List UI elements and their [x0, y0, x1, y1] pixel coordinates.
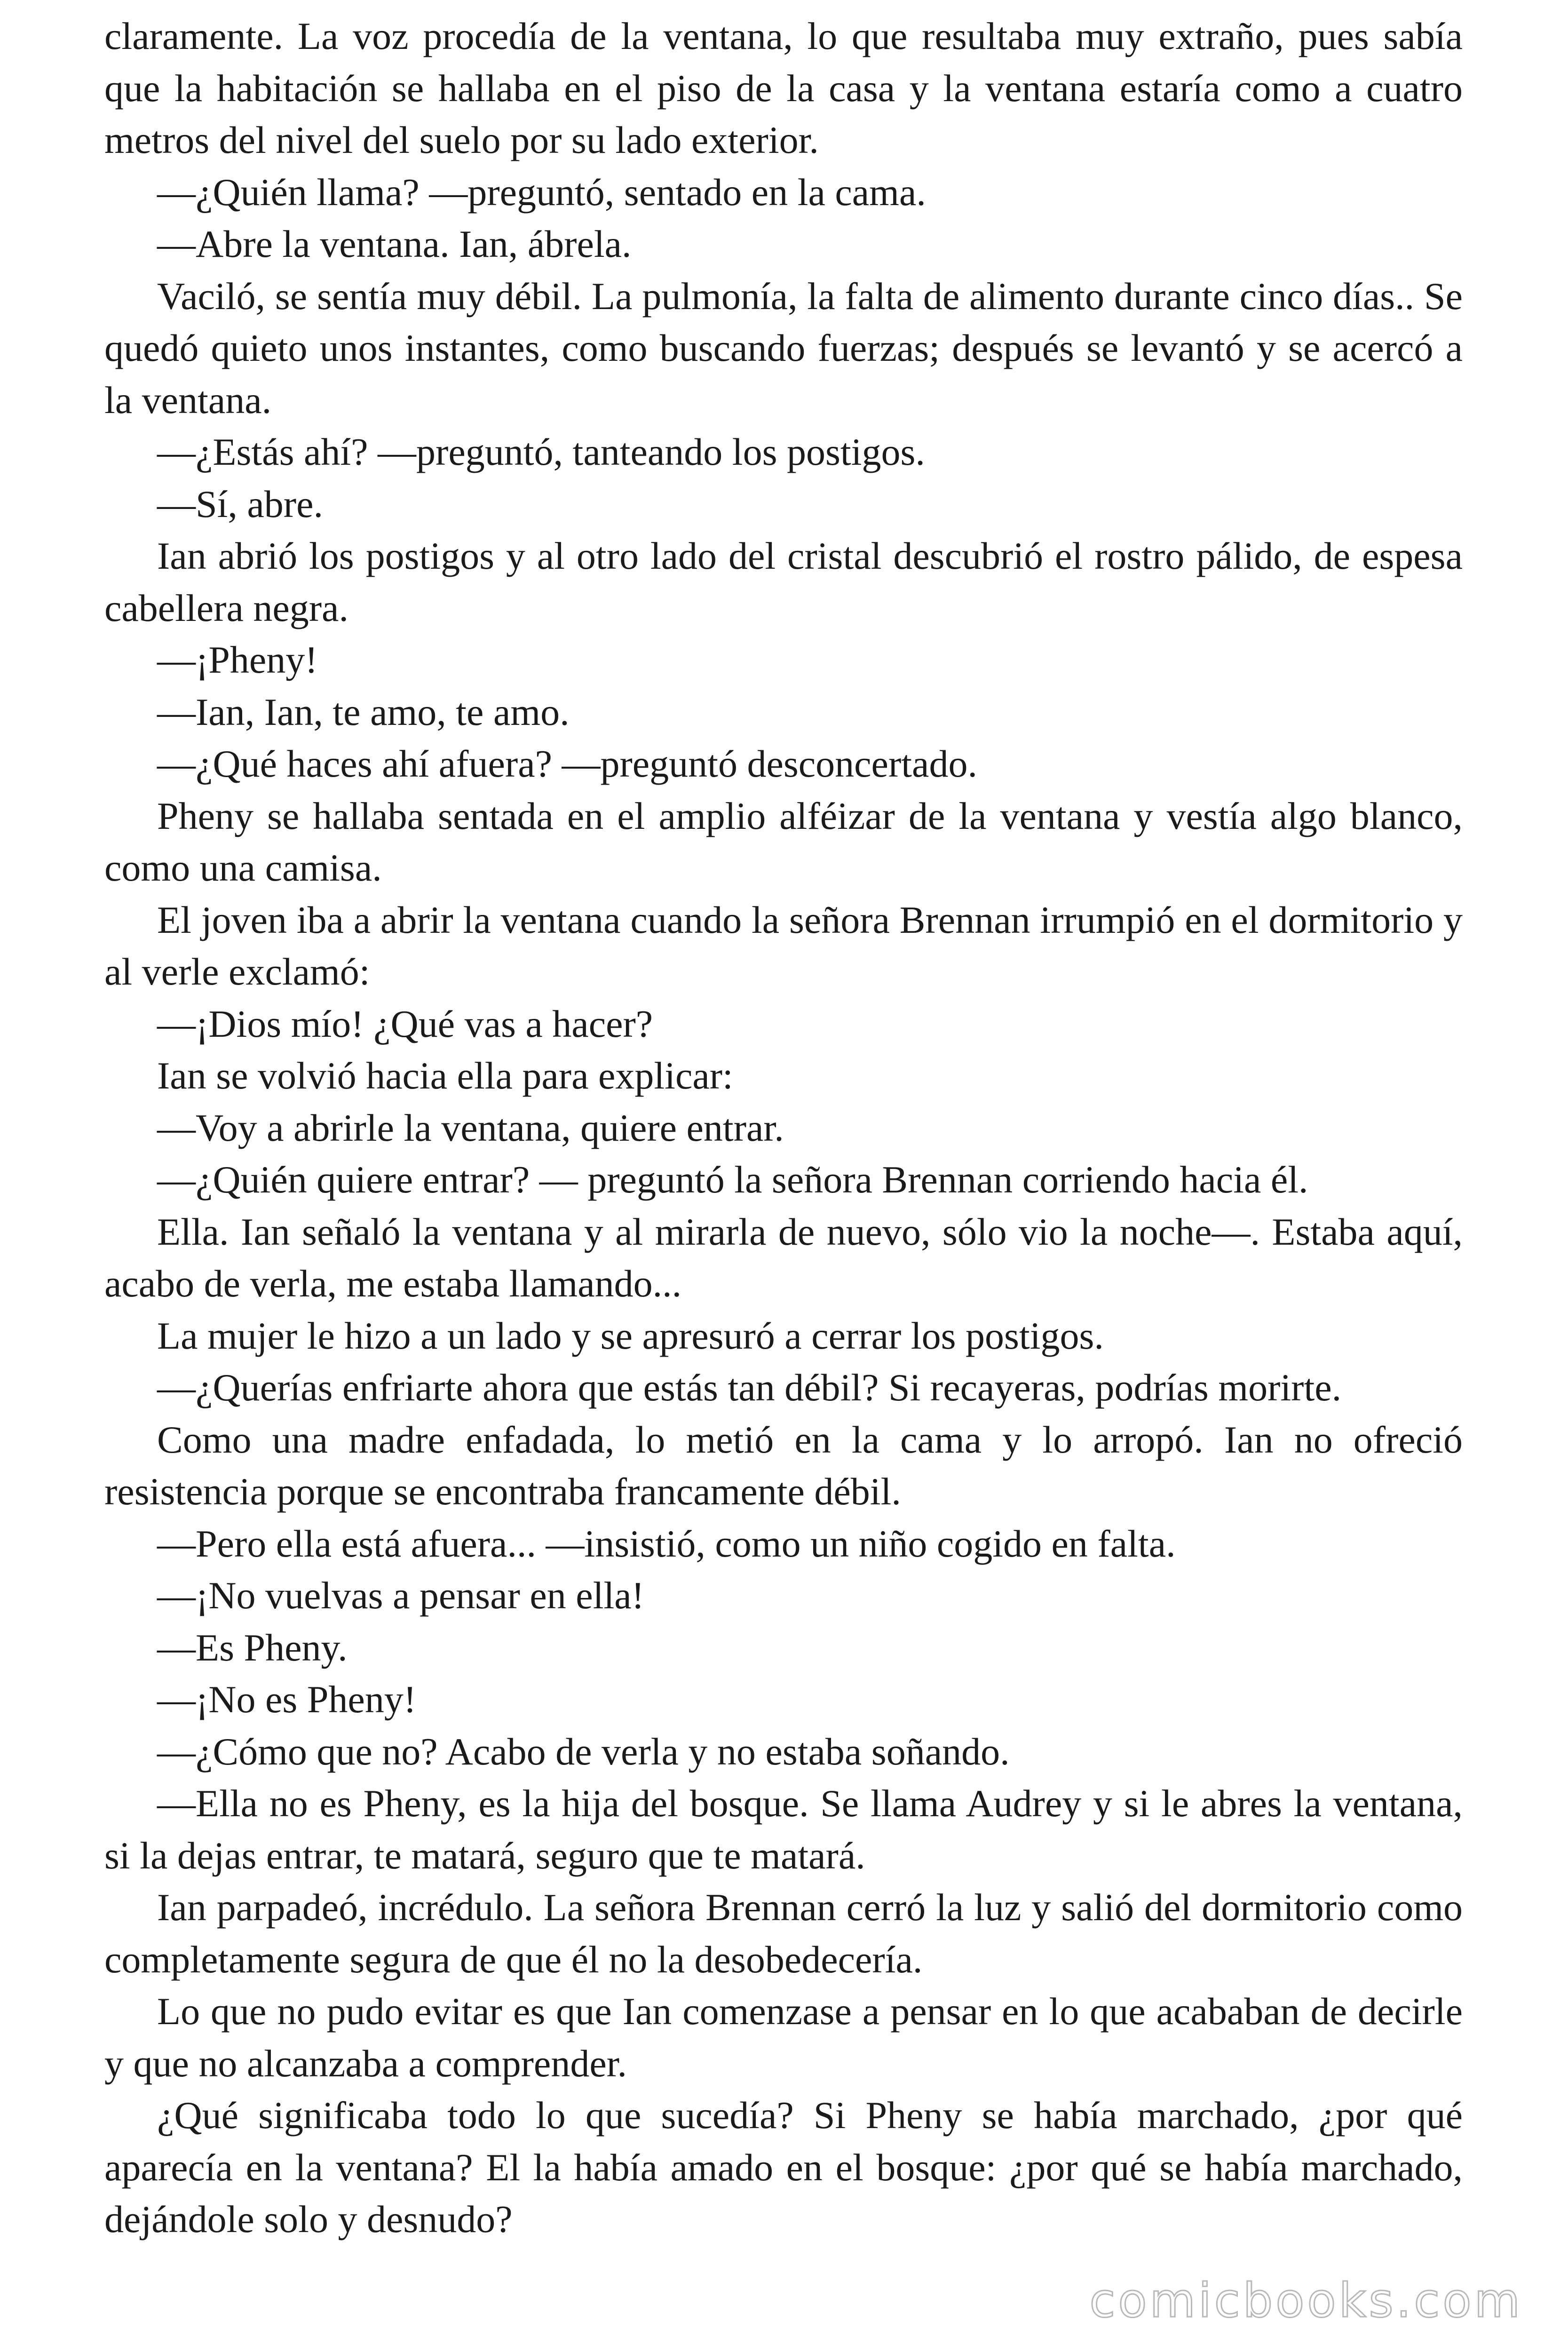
paragraph: —¡No vuelvas a pensar en ella! [157, 1574, 644, 1617]
paragraph: Ian se volvió hacia ella para explicar: [157, 1054, 733, 1097]
paragraph: Ian abrió los postigos y al otro lado del cristal descubrió el rostro pálido, de espesa cabellera negra. [104, 534, 1463, 629]
paragraph: Como una madre enfadada, lo metió en la cama y lo arropó. Ian no ofreció resistencia porque se encontraba francamente débil. [104, 1418, 1463, 1513]
paragraph: Ian parpadeó, incrédulo. La señora Brennan cerró la luz y salió del dormitorio como completamente segura de que él no la desobedecería. [104, 1886, 1463, 1981]
paragraph: Pheny se hallaba sentada en el amplio alféizar de la ventana y vestía algo blanco, como una camisa. [104, 794, 1463, 889]
paragraph: —Ian, Ian, te amo, te amo. [157, 690, 570, 733]
paragraph: —¿Qué haces ahí afuera? —preguntó desconcertado. [157, 742, 977, 785]
paragraph: Lo que no pudo evitar es que Ian comenzase a pensar en lo que acababan de decirle y que no alcanzaba a comprender. [104, 1990, 1463, 2085]
paragraph: —¿Quién llama? —preguntó, sentado en la cama. [157, 170, 926, 214]
paragraph: —Sí, abre. [157, 482, 323, 525]
paragraph: —¿Quién quiere entrar? — preguntó la señora Brennan corriendo hacia él. [157, 1158, 1308, 1201]
paragraph: Vaciló, se sentía muy débil. La pulmonía, la falta de alimento durante cinco días.. Se quedó quieto unos instantes, como buscando fuerzas; después se levantó y se acercó a la ventana. [104, 274, 1463, 421]
paragraph: claramente. La voz procedía de la ventana, lo que resultaba muy extraño, pues sabía que la habitación se hallaba en el piso de la casa y la ventana estaría como a cuatro metros del nivel del suelo por su lado exterior. [104, 15, 1463, 161]
watermark-text: comicbooks.com [1089, 2273, 1523, 2328]
paragraph: —¿Querías enfriarte ahora que estás tan débil? Si recayeras, podrías morirte. [157, 1366, 1342, 1409]
paragraph: —¿Cómo que no? Acabo de verla y no estaba soñando. [157, 1730, 1010, 1773]
paragraph: —¡No es Pheny! [157, 1678, 417, 1721]
paragraph: —Ella no es Pheny, es la hija del bosque. Se llama Audrey y si le abres la ventana, si la dejas entrar, te matará, seguro que te matará. [104, 1782, 1463, 1877]
paragraph: —Abre la ventana. Ian, ábrela. [157, 222, 632, 265]
paragraph: Ella. Ian señaló la ventana y al mirarla de nuevo, sólo vio la noche—. Estaba aquí, acabo de verla, me estaba llamando... [104, 1210, 1463, 1305]
paragraph: —¡Pheny! [157, 638, 318, 681]
paragraph: —Es Pheny. [157, 1626, 348, 1669]
paragraph: —¡Dios mío! ¿Qué vas a hacer? [157, 1002, 653, 1045]
body-text [104, 10, 1463, 2246]
paragraph: —Pero ella está afuera... —insistió, como un niño cogido en falta. [157, 1522, 1176, 1565]
paragraph: —¿Estás ahí? —preguntó, tanteando los postigos. [157, 430, 925, 473]
paragraph: La mujer le hizo a un lado y se apresuró a cerrar los postigos. [157, 1314, 1104, 1357]
paragraph: ¿Qué significaba todo lo que sucedía? Si Pheny se había marchado, ¿por qué aparecía en la ventana? El la había amado en el bosque: ¿por qué se había marchado, dejándole solo y desnudo? [104, 2094, 1463, 2241]
paragraph: El joven iba a abrir la ventana cuando la señora Brennan irrumpió en el dormitorio y al verle exclamó: [104, 898, 1463, 993]
paragraph: —Voy a abrirle la ventana, quiere entrar. [157, 1106, 784, 1149]
